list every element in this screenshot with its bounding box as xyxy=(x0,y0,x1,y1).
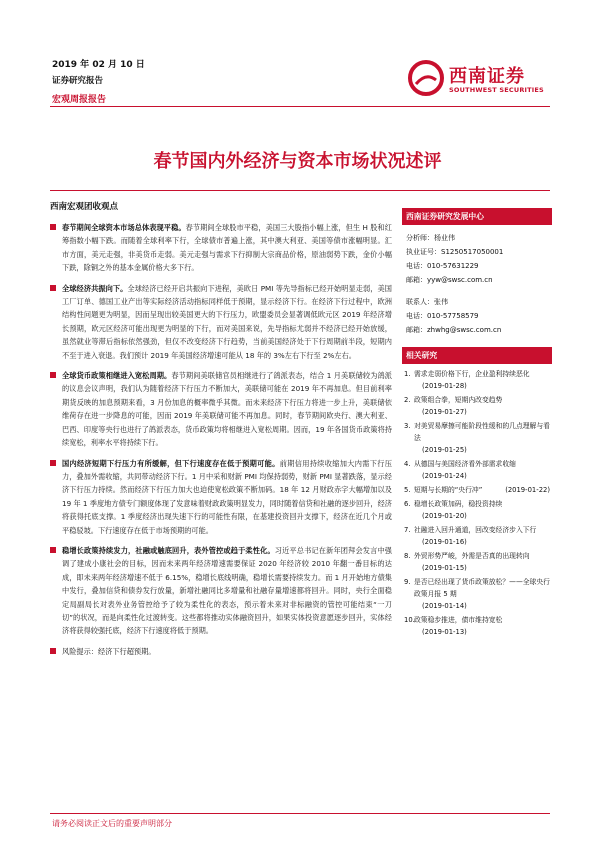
phone-number: 010-57631229 xyxy=(427,262,479,270)
team-title: 西南证券研究发展中心 xyxy=(402,208,552,225)
report-title: 春节国内外经济与资本市场状况述评 xyxy=(153,151,442,172)
related-num: 2. xyxy=(404,396,411,404)
viewpoint-text: 全球经济已经开启共振向下进程，美欧日 PMI 等先导指标已经开始明显走弱，美国工厂订单、德国工业产出等实际经济活动指标同样低于预期，显示经济下行。在经济下行过程中，欧洲结构性问题更为明显，因而呈现出较美国更大的下行压力，欧盟委员会显著调低欧元区 2019 年经济增长预期，欧元区经济可能出现更为明显的下行，而对美国来说，先导指标尤弱并不经济已经开始放缓，虽然就业等滞后指标依然强劲，但仅不改变经济下行趋势，当前美国经济处于下行周期前半段，短期内不至于进入衰退。我们预计 2019 年美国经济增速可能从 18 年的 3%左右下行至 2%左右。 xyxy=(62,283,392,360)
logo-mark-icon xyxy=(408,60,444,96)
analyst-name: 杨业伟 xyxy=(434,234,455,242)
analyst-info xyxy=(402,225,552,341)
related-num: 3. xyxy=(404,422,411,430)
related-item[interactable] xyxy=(404,458,550,482)
bullet-icon xyxy=(50,224,56,230)
related-num: 5. xyxy=(404,486,411,494)
contact-phone-line xyxy=(406,309,548,323)
analyst-phone-line xyxy=(406,259,548,273)
viewpoint-block xyxy=(50,221,392,275)
cert-number: S1250517050001 xyxy=(441,248,504,256)
logo-text-en: SOUTHWEST SECURITIES xyxy=(449,86,544,94)
related-date: (2019-01-15) xyxy=(422,564,467,572)
risk-note xyxy=(50,645,392,658)
related-title-text: 外贸形势严峻，外需是否真的出现转向 xyxy=(414,552,530,560)
title-divider xyxy=(50,190,550,191)
related-item[interactable] xyxy=(404,614,550,638)
related-item[interactable] xyxy=(404,368,550,392)
related-num: 7. xyxy=(404,526,411,534)
related-num: 9. xyxy=(404,578,411,586)
contact-email-line xyxy=(406,323,548,337)
viewpoint-text: 春节期间全球股市平稳，美国三大股指小幅上涨，但生 H 股和红筹指数小幅下跌。而随着全球利率下行，全球债市普遍上涨，其中澳大利亚、美国等债市涨幅明显。汇市方面，美元走强，非美货币走弱。美元走强与需求下行抑制大宗商品价格，原油弱势下跌，金价小幅下跌，除铜之外的基本金属价格大多下行。 xyxy=(62,223,392,273)
related-item[interactable] xyxy=(404,420,550,456)
viewpoint-lead: 国内经济短期下行压力有所缓解，但下行速度存在低于预期可能。 xyxy=(62,458,280,468)
related-item[interactable] xyxy=(404,576,550,612)
header-divider xyxy=(50,106,550,107)
main-heading: 西南宏观团收观点 xyxy=(50,202,119,212)
phone-label: 电话： xyxy=(406,312,427,320)
related-date: (2019-01-20) xyxy=(422,512,467,520)
logo-text-cn: 西南证券 xyxy=(449,66,525,87)
viewpoint-block xyxy=(50,457,392,537)
footer-divider xyxy=(50,813,550,814)
analyst-email-line xyxy=(406,273,548,287)
viewpoint-text: 春节期间美联储官员相继进行了鸽派表态，结合 1 月美联储较为鸽派的议息会议声明，我们认为随着经济下行压力不断加大，美联储可能在 2019 年不再加息。但目前利率期货反映的加息预期来看，3 月份加息的概率微乎其微。而未来经济下行压力将进一步上升，美联储依维荷存在进一步降息的可能，因而 2019 年美联储可能不再加息。同时，春节期间欧央行、澳大利亚、巴西、印度等央行也进行了鸽派表态，货币政策均将相继进入宽松周期。因而，19 年各国货币政策将持续宽松，利率水平将持续下行。 xyxy=(62,371,392,448)
viewpoint-lead: 全球经济共振向下。 xyxy=(62,283,128,293)
phone-label: 电话： xyxy=(406,262,427,270)
related-title-text: 稳增长政策加码，稳投资持续 xyxy=(414,500,503,508)
bullet-icon xyxy=(50,285,56,291)
analyst-label: 分析师： xyxy=(406,234,434,242)
bullet-icon xyxy=(50,372,56,378)
related-date: (2019-01-14) xyxy=(422,602,467,610)
related-num: 4. xyxy=(404,460,411,468)
related-date: (2019-01-28) xyxy=(422,382,467,390)
related-title-text: 政策组合拳，短期内改变趋势 xyxy=(414,396,503,404)
related-date: (2019-01-25) xyxy=(422,446,467,454)
sidebar xyxy=(402,208,552,640)
related-item[interactable] xyxy=(404,524,550,548)
related-title-text: 政策稳步推进，债市维持宽松 xyxy=(414,616,503,624)
report-date: 2019 年 02 月 10 日 xyxy=(52,60,145,70)
related-num: 8. xyxy=(404,552,411,560)
analyst-cert-line xyxy=(406,245,548,259)
spacer xyxy=(406,287,548,295)
viewpoint-block xyxy=(50,544,392,638)
viewpoint-block xyxy=(50,369,392,449)
related-item[interactable] xyxy=(404,394,550,418)
viewpoint-text: 习近平总书记在新年团拜会发言中强调了建成小康社会的目标，因而未来两年经济增速需要保证 2020 年经济较 2010 年翻一番目标的达成，即未来两年经济增速不低于 6.15%，稳增长底线明确，稳增长需要持续发力。而 1 月开始地方债集中发行，叠加信贷和债券发行放量，新增社融同比多增量和社融存量增速都将回升。同时，央行全面稳定局副局长对表外业务管控给予了较为柔性化的表态，预示着未来对非标融资的管控可能结束“一刀切”的状况，而是向柔性化过渡转变。这些都将推动实体融资回升，如果实体投资意愿逐步回升，实体经济将获得较强托底，经济下行速度将低于预期。 xyxy=(62,545,392,636)
analyst-name-line xyxy=(406,231,548,245)
related-title-text: 社融进入回升通道，回改变经济步入下行 xyxy=(414,526,537,534)
company-logo xyxy=(408,60,556,96)
related-date: (2019-01-16) xyxy=(422,538,467,546)
related-title-text: 需求走弱价格下行，企业盈利持续恶化 xyxy=(414,370,530,378)
bullet-icon xyxy=(50,648,56,654)
related-title-text: 是否已经出现了货币政策放松？——全球央行政策月报 5 期 xyxy=(414,578,550,598)
related-title-text: 对美贸易摩擦可能阶段性缓和的几点理解与看法 xyxy=(414,422,550,442)
bullet-icon xyxy=(50,547,56,553)
viewpoint-lead: 春节期间全球资本市场总体表现平稳。 xyxy=(62,223,186,232)
bullet-icon xyxy=(50,460,56,466)
viewpoint-block xyxy=(50,282,392,362)
related-item[interactable] xyxy=(404,550,550,574)
related-item[interactable] xyxy=(404,498,550,522)
related-item[interactable] xyxy=(404,484,550,496)
report-subtype: 宏观周报报告 xyxy=(52,95,107,105)
email-label: 邮箱： xyxy=(406,326,427,334)
contact-label: 联系人： xyxy=(406,298,434,306)
related-num: 1. xyxy=(404,370,411,378)
email-link[interactable]: zhwhg@swsc.com.cn xyxy=(427,326,502,334)
email-link[interactable]: yyw@swsc.com.cn xyxy=(427,276,493,284)
contact-name: 张伟 xyxy=(434,298,448,306)
related-title-text: 从德国与美国经济看外部需求收缩 xyxy=(414,460,516,468)
contact-name-line xyxy=(406,295,548,309)
related-date: (2019-01-27) xyxy=(422,408,467,416)
email-label: 邮箱： xyxy=(406,276,427,284)
related-date: (2019-01-13) xyxy=(422,628,467,636)
cert-label: 执业证号： xyxy=(406,248,441,256)
viewpoint-text: 前期信用持续收缩加大内需下行压力，叠加外需收缩，共同带动经济下行。1 月中采和财新 PMI 均保持弱势，财新 PMI 显著跌落，显示经济下行压力持续。然而经济下行压力加大也迫使宽松政策不断加码。18 年 12 月财政赤字大幅增加以及 19 年 1 季度地方债专门额度体现了发意味着财政政策明显发力，同时随着信贷和社融的逐步回升，经济将获得托底支撑。1 季度经济出现失速下行的可能性有限，在基建投资回升支撑下，经济在近几个月或平稳驳坡。下行速度存在低于市场预期的可能。 xyxy=(62,458,392,535)
related-num: 10. xyxy=(404,616,415,624)
related-title-text: 短期与长期的“央行冲” xyxy=(414,486,483,494)
footer-disclaimer: 请务必阅读正文后的重要声明部分 xyxy=(52,819,172,828)
related-date: (2019-01-24) xyxy=(422,472,467,480)
viewpoint-lead: 稳增长政策持续发力，社融或触底回升，表外管控或趋于柔性化。 xyxy=(62,545,275,555)
viewpoint-lead: 全球货币政策相继进入宽松周期。 xyxy=(62,371,172,381)
risk-note-text: 风险提示：经济下行超预期。 xyxy=(62,646,156,656)
related-title: 相关研究 xyxy=(402,347,552,364)
related-num: 6. xyxy=(404,500,411,508)
phone-number: 010-57758579 xyxy=(427,312,479,320)
related-date: (2019-01-22) xyxy=(505,486,550,494)
main-content xyxy=(50,200,392,658)
related-list xyxy=(402,364,552,638)
report-type: 证券研究报告 xyxy=(52,76,104,86)
